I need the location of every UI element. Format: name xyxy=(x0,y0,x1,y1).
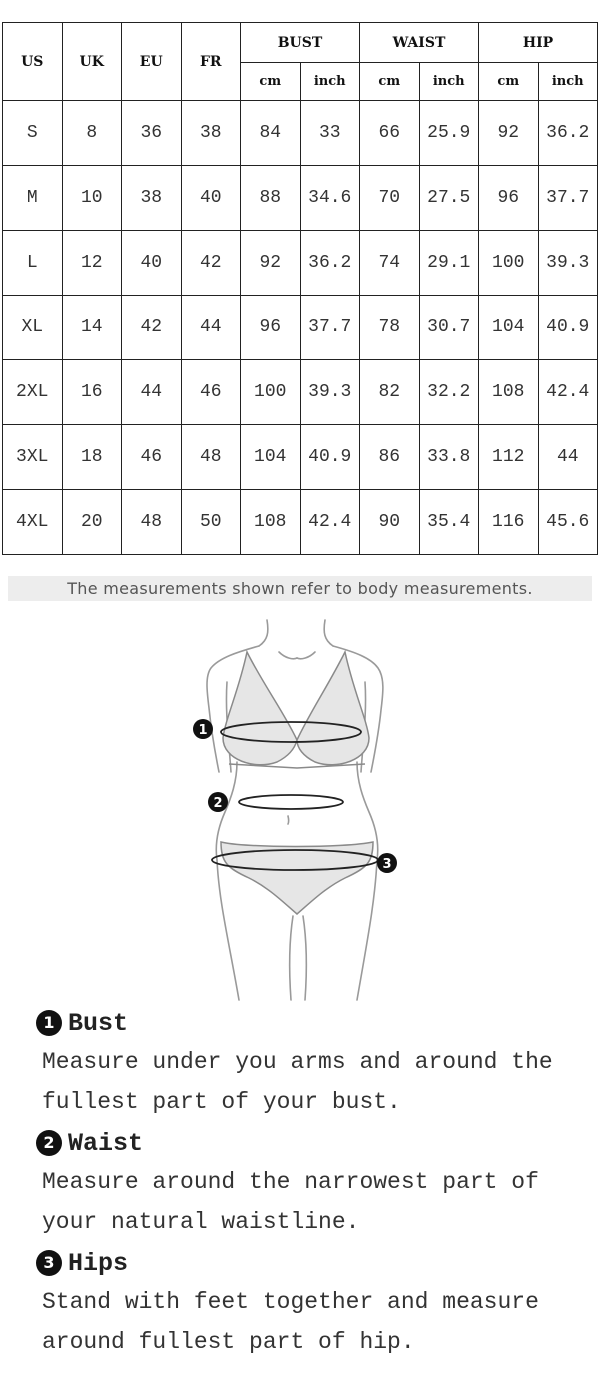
measurement-cell: 30.7 xyxy=(419,295,479,360)
measurement-cell: 36.2 xyxy=(300,230,360,295)
measurement-cell: 42.4 xyxy=(538,360,598,425)
measurement-cell: 42 xyxy=(181,230,241,295)
measurement-cell: 100 xyxy=(479,230,539,295)
measurement-cell: 40.9 xyxy=(538,295,598,360)
measurement-cell: 18 xyxy=(62,425,122,490)
measurement-cell: 25.9 xyxy=(419,101,479,166)
unit-cell: inch xyxy=(300,63,360,101)
measurement-cell: 32.2 xyxy=(419,360,479,425)
step-title-hips: Hips xyxy=(68,1248,129,1278)
measurement-cell: 40 xyxy=(122,230,182,295)
unit-cell: cm xyxy=(241,63,301,101)
measurement-note: The measurements shown refer to body measurements. xyxy=(8,576,592,601)
table-row xyxy=(3,165,598,230)
measurement-cell: 86 xyxy=(360,425,420,490)
step-hips xyxy=(36,1246,596,1362)
number-3-icon: 3 xyxy=(36,1250,62,1276)
table-row xyxy=(3,295,598,360)
header-hip: HIP xyxy=(479,23,598,63)
measuring-instructions xyxy=(36,1006,596,1366)
measurement-cell: 92 xyxy=(241,230,301,295)
marker-1 xyxy=(193,719,213,739)
header-uk: UK xyxy=(62,23,122,101)
measurement-cell: 40 xyxy=(181,165,241,230)
marker-2 xyxy=(208,792,228,812)
measurement-cell: 33 xyxy=(300,101,360,166)
measurement-cell: 74 xyxy=(360,230,420,295)
measurement-cell: 35.4 xyxy=(419,490,479,555)
table-row xyxy=(3,490,598,555)
measurement-cell: 42 xyxy=(122,295,182,360)
measurement-cell: 48 xyxy=(181,425,241,490)
measurement-cell: 16 xyxy=(62,360,122,425)
measurement-cell: 112 xyxy=(479,425,539,490)
step-text-bust: Measure under you arms and around the fullest part of your bust. xyxy=(42,1049,553,1115)
measurement-cell: 37.7 xyxy=(538,165,598,230)
measurement-cell: 90 xyxy=(360,490,420,555)
step-waist xyxy=(36,1126,596,1242)
measurement-cell: 108 xyxy=(479,360,539,425)
measurement-cell: 96 xyxy=(241,295,301,360)
table-row xyxy=(3,230,598,295)
step-text-hips: Stand with feet together and measure around fullest part of hip. xyxy=(42,1289,539,1355)
measurement-cell: 8 xyxy=(62,101,122,166)
measurement-cell: 34.6 xyxy=(300,165,360,230)
measurement-cell: 78 xyxy=(360,295,420,360)
measurement-cell: 39.3 xyxy=(538,230,598,295)
measurement-cell: 14 xyxy=(62,295,122,360)
measurement-cell: 12 xyxy=(62,230,122,295)
number-2-icon: 2 xyxy=(36,1130,62,1156)
number-1-icon: 1 xyxy=(36,1010,62,1036)
step-text-waist: Measure around the narrowest part of your natural waistline. xyxy=(42,1169,539,1235)
measurement-cell: 45.6 xyxy=(538,490,598,555)
measurement-cell: 46 xyxy=(181,360,241,425)
table-header-row xyxy=(3,23,598,63)
measurement-cell: 44 xyxy=(181,295,241,360)
measurement-cell: 40.9 xyxy=(300,425,360,490)
measurement-cell: 108 xyxy=(241,490,301,555)
step-bust xyxy=(36,1006,596,1122)
header-bust: BUST xyxy=(241,23,360,63)
size-label-cell: S xyxy=(3,101,63,166)
header-us: US xyxy=(3,23,63,101)
size-label-cell: L xyxy=(3,230,63,295)
size-label-cell: 4XL xyxy=(3,490,63,555)
unit-cell: inch xyxy=(419,63,479,101)
table-row xyxy=(3,360,598,425)
measurement-cell: 46 xyxy=(122,425,182,490)
measurement-cell: 36 xyxy=(122,101,182,166)
size-label-cell: 3XL xyxy=(3,425,63,490)
body-outline-illustration xyxy=(185,612,410,1002)
measurement-cell: 27.5 xyxy=(419,165,479,230)
step-title-waist: Waist xyxy=(68,1128,144,1158)
measurement-cell: 44 xyxy=(538,425,598,490)
measurement-cell: 50 xyxy=(181,490,241,555)
measurement-cell: 82 xyxy=(360,360,420,425)
measurement-cell: 38 xyxy=(181,101,241,166)
measurement-cell: 104 xyxy=(479,295,539,360)
marker-3 xyxy=(377,853,397,873)
measurement-cell: 36.2 xyxy=(538,101,598,166)
measurement-cell: 39.3 xyxy=(300,360,360,425)
measurement-cell: 88 xyxy=(241,165,301,230)
header-eu: EU xyxy=(122,23,182,101)
body-measurement-figure xyxy=(185,612,410,1002)
marker-3-label: 3 xyxy=(382,857,392,872)
size-label-cell: XL xyxy=(3,295,63,360)
size-label-cell: 2XL xyxy=(3,360,63,425)
measurement-cell: 37.7 xyxy=(300,295,360,360)
measurement-cell: 92 xyxy=(479,101,539,166)
measurement-cell: 20 xyxy=(62,490,122,555)
measurement-cell: 38 xyxy=(122,165,182,230)
unit-cell: inch xyxy=(538,63,598,101)
size-chart-table xyxy=(2,22,598,555)
measurement-cell: 84 xyxy=(241,101,301,166)
header-waist: WAIST xyxy=(360,23,479,63)
measurement-cell: 116 xyxy=(479,490,539,555)
measurement-cell: 33.8 xyxy=(419,425,479,490)
table-row xyxy=(3,425,598,490)
unit-cell: cm xyxy=(360,63,420,101)
header-fr: FR xyxy=(181,23,241,101)
measurement-cell: 44 xyxy=(122,360,182,425)
step-title-bust: Bust xyxy=(68,1008,129,1038)
measurement-cell: 10 xyxy=(62,165,122,230)
unit-cell: cm xyxy=(479,63,539,101)
marker-1-label: 1 xyxy=(198,723,208,738)
size-label-cell: M xyxy=(3,165,63,230)
measurement-cell: 70 xyxy=(360,165,420,230)
measurement-cell: 100 xyxy=(241,360,301,425)
measurement-cell: 96 xyxy=(479,165,539,230)
measurement-cell: 66 xyxy=(360,101,420,166)
measurement-cell: 104 xyxy=(241,425,301,490)
table-row xyxy=(3,101,598,166)
marker-2-label: 2 xyxy=(213,796,223,811)
measurement-cell: 42.4 xyxy=(300,490,360,555)
table-body xyxy=(3,101,598,555)
measurement-cell: 48 xyxy=(122,490,182,555)
measurement-cell: 29.1 xyxy=(419,230,479,295)
